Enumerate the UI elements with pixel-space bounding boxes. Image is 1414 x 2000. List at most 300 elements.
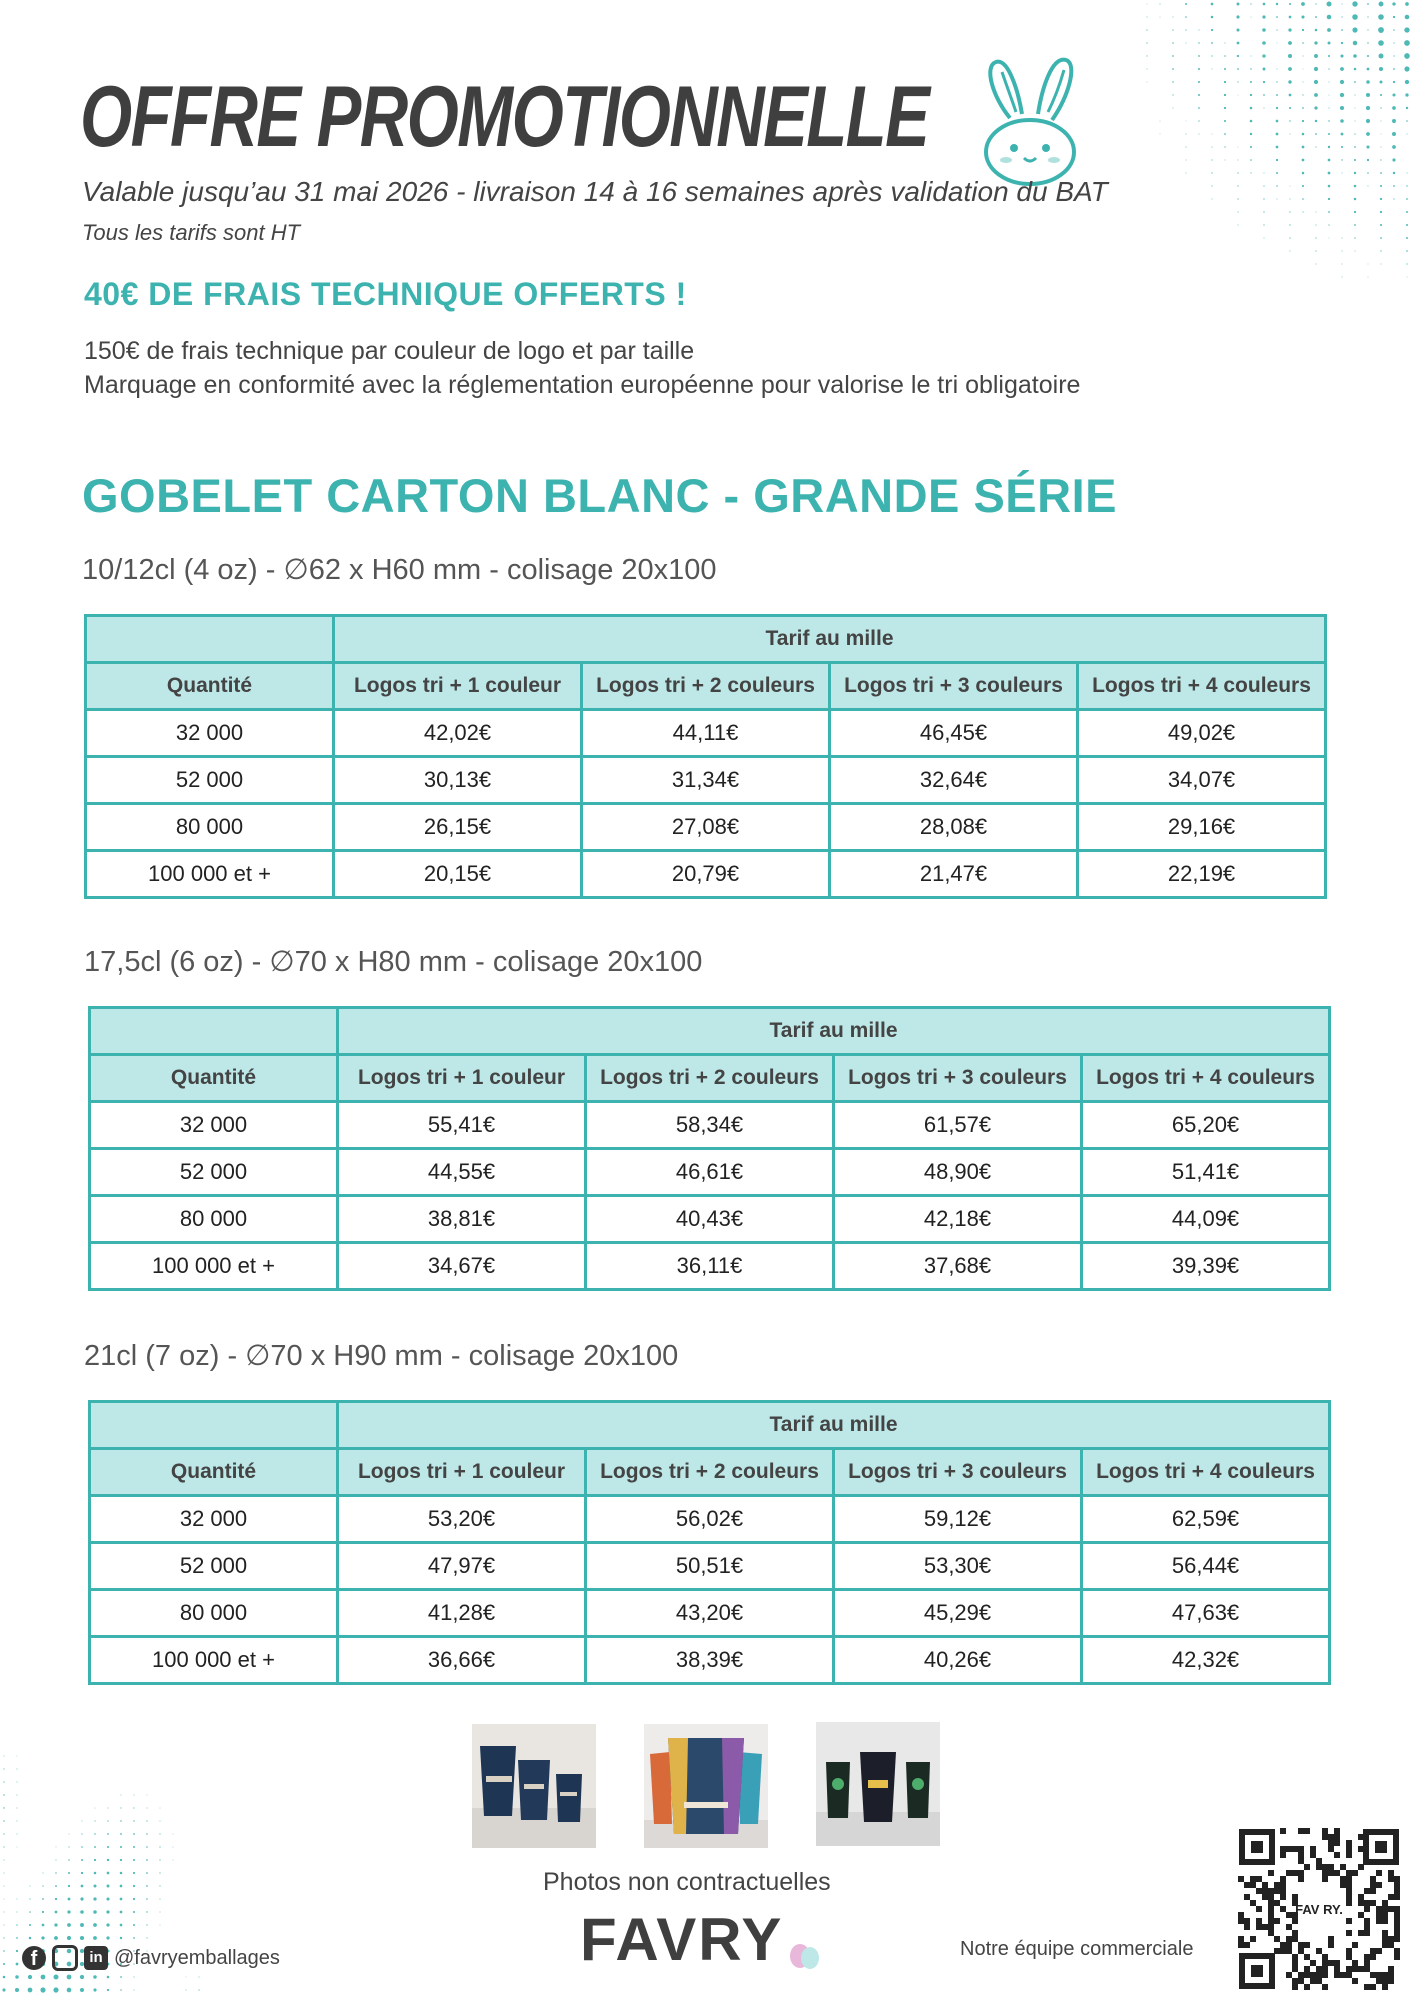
decor-dot <box>3 1950 5 1952</box>
qr-module <box>1268 1900 1274 1906</box>
qr-module <box>1250 1900 1256 1906</box>
qr-module <box>1316 1864 1322 1870</box>
qr-module <box>1292 1936 1298 1942</box>
qr-module <box>1292 1966 1298 1972</box>
table-cell: 53,30€ <box>834 1543 1082 1590</box>
decor-dot <box>1354 185 1357 188</box>
qr-module <box>1280 1948 1286 1954</box>
decor-dot <box>3 1781 4 1782</box>
decor-dot <box>1342 238 1343 239</box>
decor-dot <box>1250 133 1252 135</box>
decor-dot <box>1328 55 1330 57</box>
decor-dot <box>1406 185 1407 186</box>
decor-dot <box>1381 121 1382 122</box>
qr-module <box>1334 1834 1340 1840</box>
decor-dot <box>1236 28 1239 31</box>
decor-dot <box>1392 106 1396 110</box>
column-header: Logos tri + 3 couleurs <box>830 663 1078 710</box>
qr-module <box>1316 1978 1322 1984</box>
decor-dot <box>1392 132 1396 136</box>
decor-dot <box>30 1886 31 1887</box>
decor-dot <box>1354 81 1356 83</box>
qr-module <box>1286 1972 1292 1978</box>
decor-dot <box>1342 277 1343 278</box>
decor-dot <box>159 1833 160 1834</box>
decor-dot <box>1315 120 1317 122</box>
decor-dot <box>133 1859 135 1861</box>
decor-dot <box>1354 94 1355 95</box>
qr-module <box>1262 1894 1268 1900</box>
qr-module <box>1286 1942 1292 1948</box>
decor-dot <box>1380 159 1381 160</box>
qr-module <box>1298 1846 1304 1852</box>
decor-dot <box>1290 186 1291 187</box>
table-row <box>90 1102 1330 1149</box>
decor-dot <box>1302 55 1303 56</box>
decor-dot <box>42 1898 44 1900</box>
qr-module <box>1286 1846 1292 1852</box>
decor-dot <box>15 1975 18 1978</box>
qr-module <box>1346 1972 1352 1978</box>
qr-module <box>1364 1924 1370 1930</box>
decor-dot <box>1328 42 1331 45</box>
qr-module <box>1298 1942 1304 1948</box>
qr-module <box>1382 1978 1388 1984</box>
decor-dot <box>1288 41 1292 45</box>
qr-module <box>1376 1972 1382 1978</box>
decor-dot <box>69 1834 70 1835</box>
column-header: Logos tri + 2 couleurs <box>582 663 830 710</box>
decor-dot <box>146 1846 148 1848</box>
decor-dot <box>1276 94 1278 96</box>
column-header: Logos tri + 2 couleurs <box>586 1449 834 1496</box>
decor-dot <box>53 1987 58 1992</box>
decor-dot <box>1380 224 1382 226</box>
decor-dot <box>1315 133 1317 135</box>
decor-dot <box>107 1807 108 1808</box>
decor-dot <box>1381 147 1382 148</box>
decor-dot <box>1393 68 1395 70</box>
qr-module <box>1322 1876 1328 1882</box>
decor-dot <box>93 1936 97 1940</box>
decor-dot <box>1224 68 1226 70</box>
qr-module <box>1268 1912 1274 1918</box>
decor-dot <box>1316 264 1317 265</box>
decor-dot <box>1392 93 1395 96</box>
decor-dot <box>198 1989 199 1990</box>
decor-dot <box>1198 107 1200 109</box>
decor-dot <box>146 1924 147 1925</box>
decor-dot <box>1302 120 1304 122</box>
decor-dot <box>1225 160 1226 161</box>
decor-dot <box>1186 43 1187 44</box>
qr-module <box>1304 1966 1310 1972</box>
decor-dot <box>94 1872 97 1875</box>
decor-dot <box>1406 172 1407 173</box>
decor-dot <box>1211 55 1212 56</box>
table-cell: 80 000 <box>90 1196 338 1243</box>
decor-dot <box>1354 68 1357 71</box>
decor-dot <box>1341 263 1342 264</box>
decor-dot <box>1354 224 1356 226</box>
decor-dot <box>1378 14 1384 20</box>
decor-dot <box>1237 42 1240 45</box>
table-cell: 80 000 <box>86 804 334 851</box>
decor-dot <box>120 1989 121 1990</box>
qr-module <box>1352 1960 1358 1966</box>
decor-dot <box>1238 95 1239 96</box>
table-cell: 40,26€ <box>834 1637 1082 1684</box>
decor-dot <box>93 1910 97 1914</box>
decor-dot <box>16 1781 17 1782</box>
qr-module <box>1280 1876 1286 1882</box>
decor-dot <box>1198 81 1200 83</box>
decor-dot <box>1354 198 1357 201</box>
qr-module <box>1346 1948 1352 1954</box>
decor-dot <box>1277 69 1278 70</box>
decor-dot <box>1198 55 1200 57</box>
decor-dot <box>1380 172 1382 174</box>
decor-dot <box>1186 173 1187 174</box>
qr-module <box>1370 1882 1376 1888</box>
decor-dot <box>3 1807 4 1808</box>
decor-dot <box>1262 54 1265 57</box>
qr-module <box>1292 1984 1298 1990</box>
decor-dot <box>1378 27 1384 33</box>
qr-module <box>1394 1894 1400 1900</box>
table-cell: 80 000 <box>90 1590 338 1637</box>
table-cell: 100 000 et + <box>86 851 334 898</box>
decor-dot <box>1327 15 1332 20</box>
group-header: Tarif au mille <box>338 1402 1330 1449</box>
decor-dot <box>1406 107 1408 109</box>
decor-dot <box>107 1859 109 1861</box>
decor-dot <box>17 1821 18 1822</box>
qr-module <box>1352 1870 1358 1876</box>
decor-dot <box>1355 121 1356 122</box>
decor-dot <box>55 1885 57 1887</box>
decor-dot <box>173 1834 174 1835</box>
decor-dot <box>55 1872 56 1873</box>
decor-dot <box>1354 172 1356 174</box>
decor-dot <box>1340 119 1344 123</box>
qr-module <box>1340 1864 1346 1870</box>
decor-dot <box>1314 80 1318 84</box>
qr-module <box>1328 1846 1334 1852</box>
decor-dot <box>133 1898 135 1900</box>
decor-dot <box>55 1859 56 1860</box>
decor-dot <box>1198 120 1199 121</box>
qr-module <box>1310 1852 1316 1858</box>
qr-module <box>1376 1948 1382 1954</box>
decor-dot <box>1342 173 1343 174</box>
qr-module <box>1346 1870 1352 1876</box>
decor-dot <box>173 1860 174 1861</box>
table-cell: 42,32€ <box>1082 1637 1330 1684</box>
decor-dot <box>1407 134 1408 135</box>
decor-dot <box>1250 55 1251 56</box>
decor-dot <box>1329 238 1330 239</box>
decor-dot <box>1250 94 1252 96</box>
decor-dot <box>67 1975 72 1980</box>
decor-dot <box>1341 3 1342 4</box>
table-row <box>90 1243 1330 1290</box>
column-header: Quantité <box>90 1055 338 1102</box>
decor-dot <box>1237 159 1238 160</box>
qr-module <box>1394 1876 1400 1882</box>
decor-dot <box>1185 29 1186 30</box>
decor-dot <box>1405 15 1410 20</box>
qr-module <box>1322 1984 1328 1990</box>
decor-dot <box>1366 132 1370 136</box>
decor-dot <box>1276 159 1278 161</box>
decor-dot <box>1276 29 1277 30</box>
linkedin-icon[interactable]: in <box>84 1946 108 1970</box>
qr-module <box>1250 1936 1256 1942</box>
social-handle: @favryemballages <box>114 1946 280 1969</box>
decor-dot <box>120 1833 122 1835</box>
decor-dot <box>1352 14 1358 20</box>
decor-dot <box>173 1847 174 1848</box>
qr-module <box>1364 1954 1370 1960</box>
decor-dot <box>1354 133 1355 134</box>
offer-details <box>84 334 1144 402</box>
decor-dot <box>1340 80 1344 84</box>
table-cell: 58,34€ <box>586 1102 834 1149</box>
qr-module <box>1274 1900 1280 1906</box>
decor-dot <box>28 1988 33 1993</box>
decor-dot <box>1211 185 1212 186</box>
qr-module <box>1388 1972 1394 1978</box>
product-photo-2 <box>644 1724 768 1848</box>
table-cell: 62,59€ <box>1082 1496 1330 1543</box>
decor-dot <box>120 1859 122 1861</box>
decor-dot <box>94 1885 97 1888</box>
decor-dot <box>146 1872 148 1874</box>
decor-dot <box>1367 68 1370 71</box>
decor-dot <box>1302 159 1305 162</box>
qr-module <box>1292 1846 1298 1852</box>
qr-module <box>1268 1870 1274 1876</box>
qr-module <box>1274 1918 1280 1924</box>
qr-module <box>1304 1984 1310 1990</box>
qr-module <box>1298 1948 1304 1954</box>
size-label-3: 21cl (7 oz) - ∅70 x H90 mm - colisage 20x100 <box>84 1340 679 1372</box>
decor-dot <box>1301 2 1305 6</box>
decor-dot <box>1341 133 1344 136</box>
decor-dot <box>16 1937 18 1939</box>
qr-module <box>1370 1876 1376 1882</box>
decor-dot <box>1314 106 1317 109</box>
decor-dot <box>1173 17 1174 18</box>
decor-dot <box>107 1989 109 1991</box>
instagram-icon[interactable] <box>52 1945 78 1971</box>
decor-dot <box>1355 251 1356 252</box>
table-row <box>90 1196 1330 1243</box>
qr-module <box>1238 1936 1244 1942</box>
decor-dot <box>1393 42 1394 43</box>
decor-dot <box>1224 120 1226 122</box>
column-header: Logos tri + 3 couleurs <box>834 1449 1082 1496</box>
qr-module <box>1310 1978 1316 1984</box>
table-cell: 32,64€ <box>830 757 1078 804</box>
decor-dot <box>3 1859 4 1860</box>
decor-dot <box>1368 264 1369 265</box>
decor-dot <box>1185 16 1187 18</box>
decor-dot <box>107 1872 110 1875</box>
decor-dot <box>1354 237 1355 238</box>
decor-dot <box>1290 134 1291 135</box>
decor-dot <box>41 1975 46 1980</box>
qr-module <box>1388 1942 1394 1948</box>
table-cell: 36,66€ <box>338 1637 586 1684</box>
decor-dot <box>1238 147 1239 148</box>
qr-module <box>1256 1906 1262 1912</box>
qr-module <box>1340 1972 1346 1978</box>
offer-line-2: Marquage en conformité avec la réglementation européenne pour valorise le tri obligatoire <box>84 371 1081 399</box>
decor-dot <box>1327 2 1332 7</box>
qr-module <box>1334 1972 1340 1978</box>
qr-module <box>1364 1888 1370 1894</box>
decor-dot <box>1393 29 1395 31</box>
decor-dot <box>1380 211 1382 213</box>
qr-module <box>1394 1906 1400 1912</box>
product-photo-3 <box>816 1722 940 1846</box>
decor-dot <box>1224 42 1225 43</box>
decor-dot <box>67 1936 71 1940</box>
qr-module <box>1382 1936 1388 1942</box>
decor-dot <box>1276 16 1278 18</box>
decor-dot <box>1393 55 1394 56</box>
qr-module <box>1268 1894 1274 1900</box>
decor-dot <box>1367 185 1368 186</box>
decor-dot <box>120 1820 121 1821</box>
qr-module <box>1286 1924 1292 1930</box>
qr-module <box>1346 1966 1352 1972</box>
decor-dot <box>1288 54 1292 58</box>
decor-dot <box>1328 146 1330 148</box>
qr-module <box>1388 1936 1394 1942</box>
decor-dot <box>1263 224 1264 225</box>
table-cell: 29,16€ <box>1078 804 1326 851</box>
qr-module <box>1298 1876 1304 1882</box>
decor-dot <box>1276 107 1278 109</box>
decor-dot <box>43 1873 44 1874</box>
decor-dot <box>1211 42 1213 44</box>
table-cell: 53,20€ <box>338 1496 586 1543</box>
corner-cell <box>90 1008 338 1055</box>
decor-dot <box>160 1925 161 1926</box>
qr-module <box>1364 1918 1370 1924</box>
decor-dot <box>1367 159 1369 161</box>
decor-dot <box>1159 3 1160 4</box>
table-row <box>90 1543 1330 1590</box>
table-cell: 100 000 et + <box>90 1637 338 1684</box>
qr-label: FAV RY. <box>1295 1902 1343 1917</box>
decor-dot <box>1405 2 1409 6</box>
decor-dot <box>1212 199 1213 200</box>
decor-dot <box>1354 211 1356 213</box>
table-row <box>86 804 1326 851</box>
size-label-2: 17,5cl (6 oz) - ∅70 x H80 mm - colisage 20x100 <box>84 946 703 978</box>
decor-dot <box>134 1795 135 1796</box>
decor-dot <box>1302 107 1304 109</box>
decor-dot <box>1379 80 1382 83</box>
decor-dot <box>80 1936 84 1940</box>
column-header: Logos tri + 2 couleurs <box>586 1055 834 1102</box>
decor-dot <box>55 1898 57 1900</box>
qr-module <box>1322 1834 1328 1840</box>
decor-dot <box>1146 42 1147 43</box>
qr-code[interactable] <box>1238 1828 1400 1990</box>
decor-dot <box>1367 29 1368 30</box>
decor-dot <box>1380 250 1381 251</box>
decor-dot <box>1276 146 1279 149</box>
qr-module <box>1310 1960 1316 1966</box>
qr-module <box>1376 1912 1382 1918</box>
qr-module <box>1280 1888 1286 1894</box>
qr-module <box>1328 1960 1334 1966</box>
offer-line-1: 150€ de frais technique par couleur de logo et par taille <box>84 337 695 365</box>
decor-dot <box>146 1820 147 1821</box>
qr-module <box>1388 1978 1394 1984</box>
table-cell: 52 000 <box>86 757 334 804</box>
qr-module <box>1388 1870 1394 1876</box>
decor-dot <box>80 1923 84 1927</box>
decor-dot <box>1263 185 1264 186</box>
facebook-icon[interactable]: f <box>22 1946 46 1970</box>
table-cell: 42,02€ <box>334 710 582 757</box>
decor-dot <box>1250 81 1252 83</box>
qr-module <box>1334 1966 1340 1972</box>
decor-dot <box>133 1885 135 1887</box>
qr-module <box>1238 1912 1244 1918</box>
decor-dot <box>186 1990 187 1991</box>
decor-dot <box>4 1899 5 1900</box>
decor-dot <box>3 1768 4 1769</box>
decor-dot <box>80 1897 83 1900</box>
qr-module <box>1292 1954 1298 1960</box>
table-cell: 32 000 <box>86 710 334 757</box>
decor-dot <box>1405 80 1409 84</box>
decor-dot <box>1172 55 1174 57</box>
table-cell: 52 000 <box>90 1543 338 1590</box>
decor-dot <box>1406 224 1408 226</box>
qr-module <box>1346 1900 1352 1906</box>
decor-dot <box>1367 3 1369 5</box>
social-bar <box>22 1945 280 1971</box>
decor-dot <box>1380 94 1382 96</box>
table-cell: 42,18€ <box>834 1196 1082 1243</box>
decor-dot <box>1237 81 1238 82</box>
decor-dot <box>1353 41 1357 45</box>
decor-dot <box>1172 68 1174 70</box>
price-table-3 <box>88 1400 1331 1685</box>
decor-dot <box>1328 107 1329 108</box>
decor-dot <box>1185 159 1186 160</box>
decor-dot <box>1367 55 1369 57</box>
decor-dot <box>1302 29 1304 31</box>
decor-dot <box>54 1975 59 1980</box>
table-row <box>86 851 1326 898</box>
decor-dot <box>28 1975 32 1979</box>
decor-dot <box>1328 185 1331 188</box>
decor-dot <box>4 1886 5 1887</box>
decor-dot <box>1381 264 1382 265</box>
decor-dot <box>159 1898 160 1899</box>
qr-module <box>1274 1888 1280 1894</box>
qr-module <box>1304 1942 1310 1948</box>
